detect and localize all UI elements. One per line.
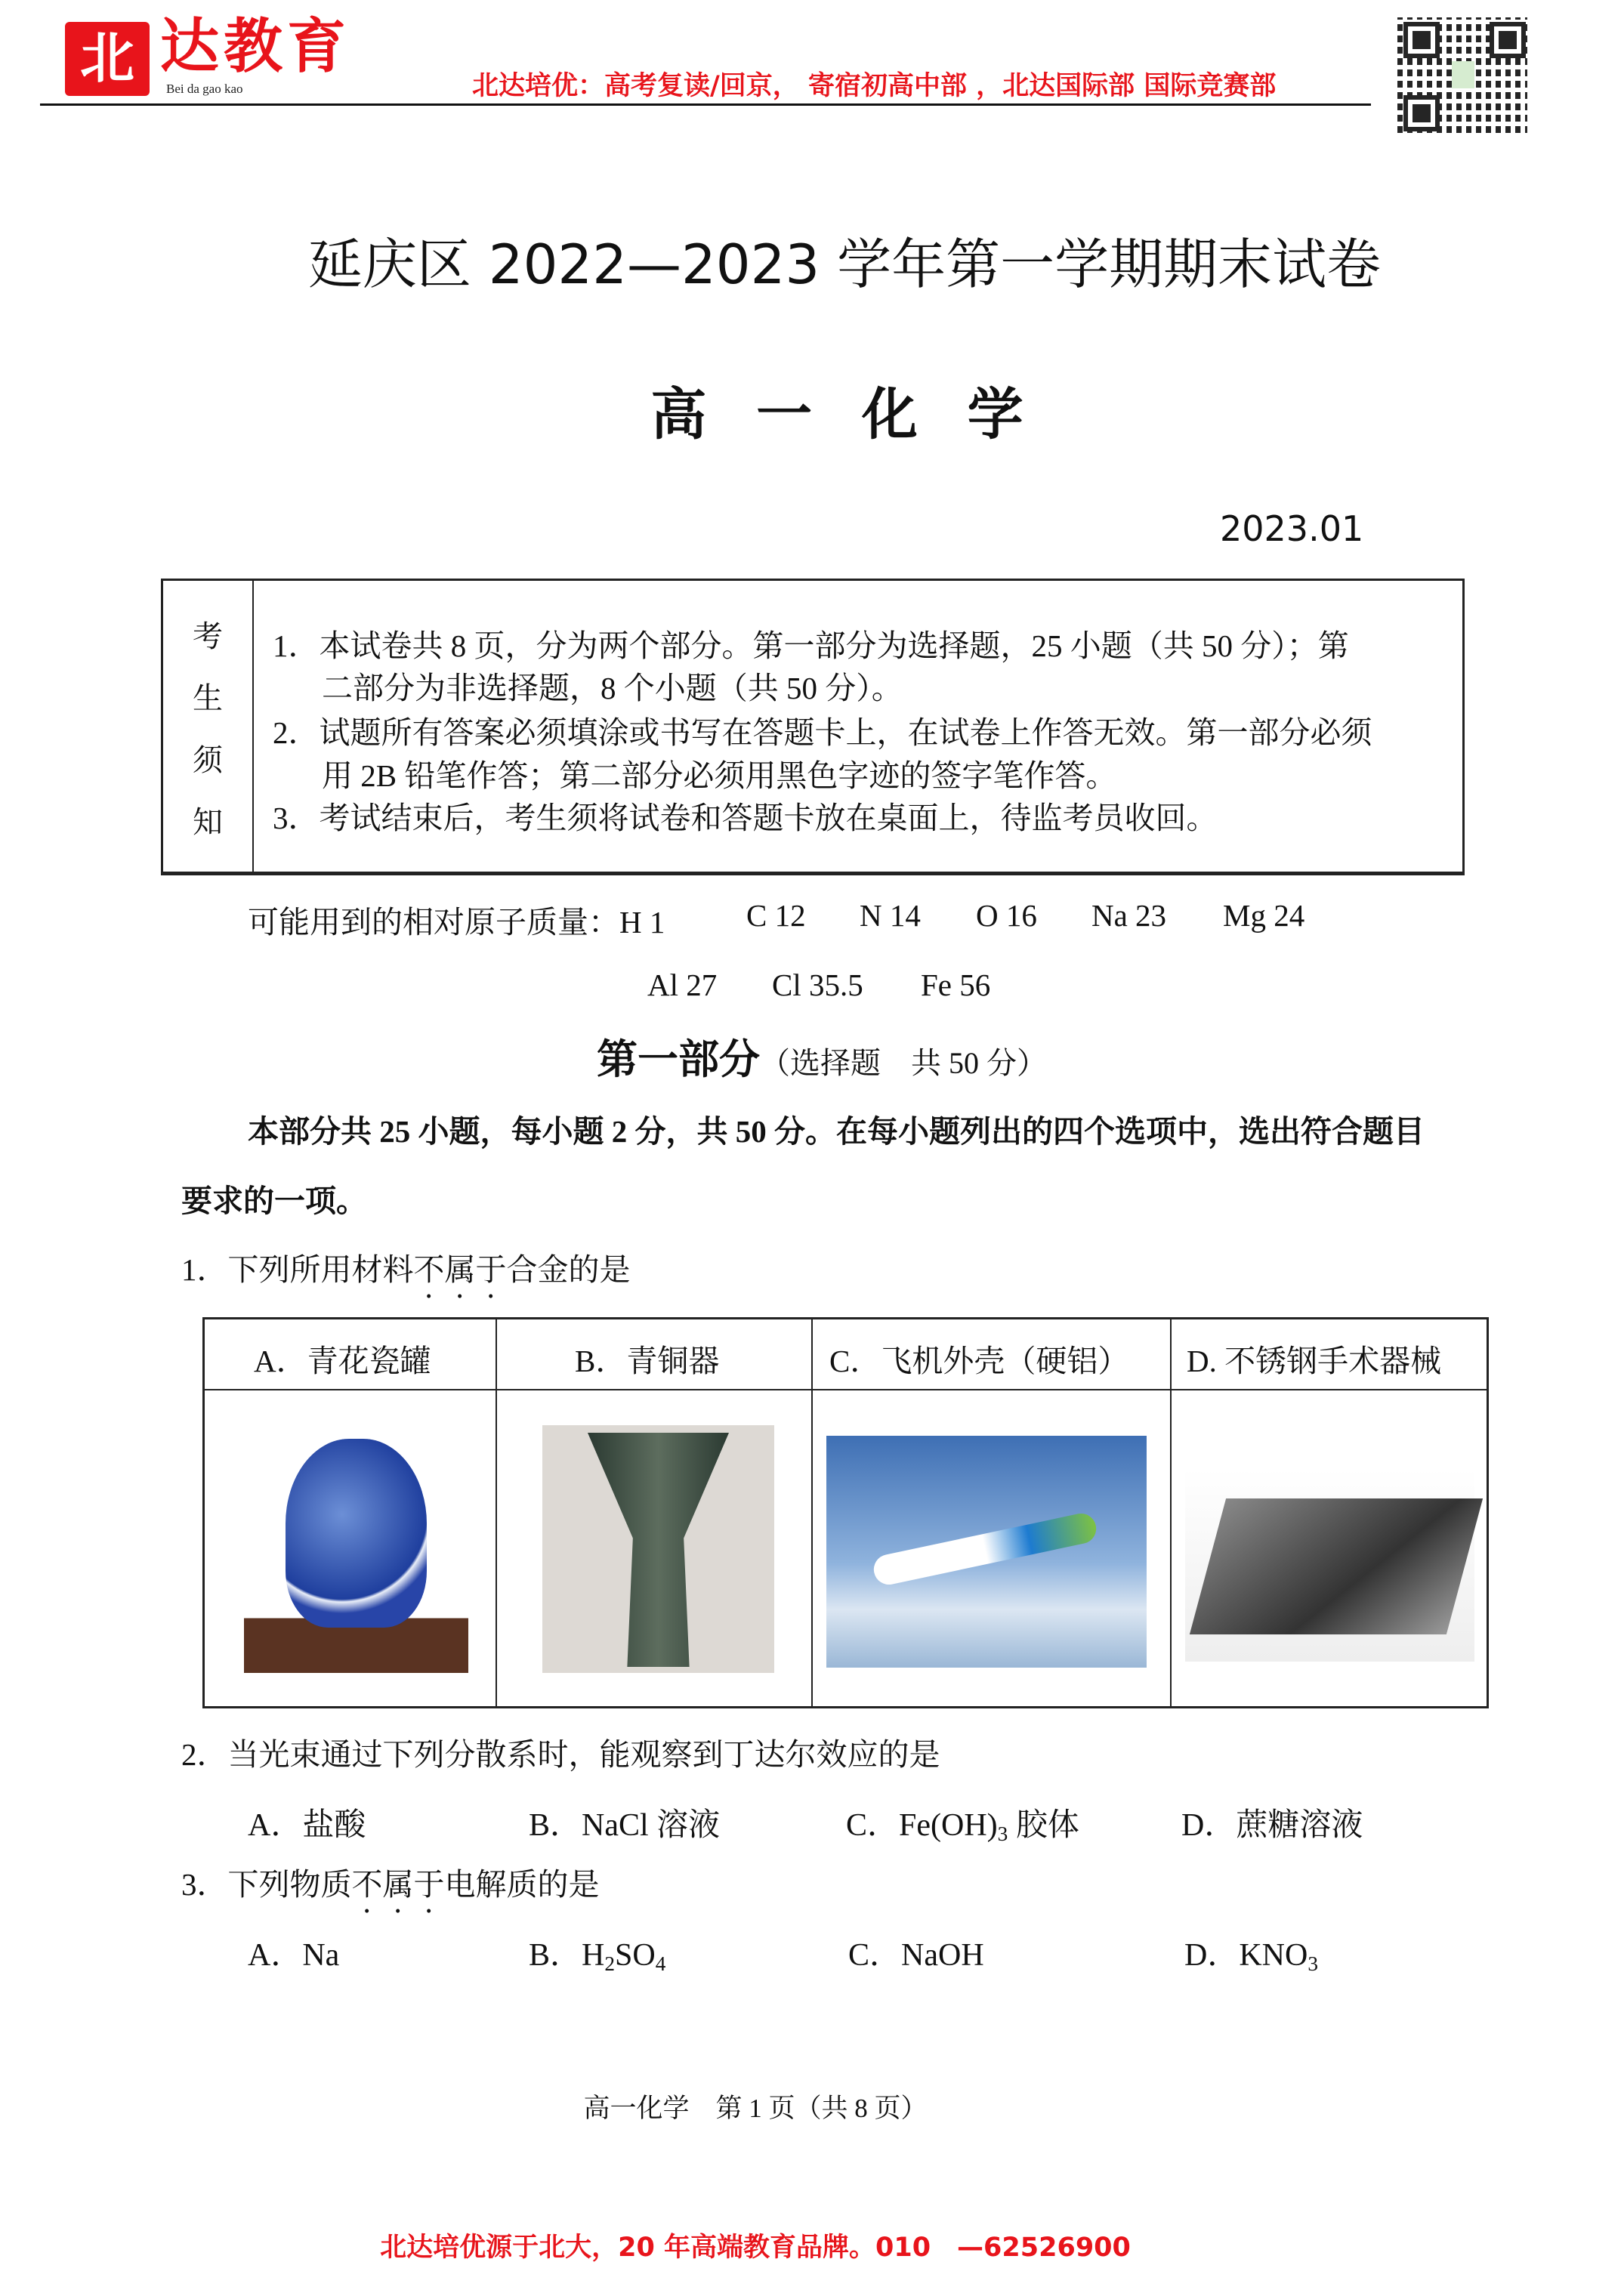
atomic-mass-label: 可能用到的相对原子质量： (248, 905, 619, 940)
exam-notice-box (161, 579, 1465, 875)
logo-text: 达教育 (160, 14, 351, 79)
question-2: 2．当光束通过下列分散系时，能观察到丁达尔效应的是 (181, 1737, 940, 1772)
option-c-label: C．飞机外壳（硬铝） (829, 1344, 1129, 1378)
notice-label-char: 知 (193, 805, 223, 839)
bronze-vessel-image (542, 1425, 774, 1673)
q2-option-c (846, 1800, 1079, 1846)
porcelain-jar-image (244, 1424, 468, 1673)
text: D．KNO (1184, 1938, 1308, 1973)
atomic-mass: H 1 (619, 905, 665, 940)
emphasis-text: 不属于 (413, 1252, 507, 1287)
q2-option-b: B．NaCl 溶液 (529, 1808, 721, 1843)
atomic-mass: Cl 35.5 (772, 968, 863, 1002)
section-instruction: 本部分共 25 小题，每小题 2 分，共 50 分。在每小题列出的四个选项中，选出符合题目 (248, 1114, 1425, 1149)
section-title: 第一部分 (597, 1035, 760, 1083)
header-slogan: 北达培优：高考复读/回京， 寄宿初高中部 ，北达国际部 国际竞赛部 (472, 71, 1277, 101)
logo-mark: 北 (65, 22, 150, 96)
notice-label-char: 生 (193, 681, 223, 715)
airplane-image (826, 1436, 1147, 1668)
q3-option-b (529, 1930, 665, 1976)
exam-date: 2023.01 (1220, 508, 1364, 549)
question-text: 1．下列所用材料 (181, 1252, 414, 1287)
section-instruction: 要求的一项。 (181, 1184, 367, 1218)
notice-label-char: 须 (193, 743, 223, 777)
emphasis-text: 不属于 (351, 1867, 445, 1902)
q3-option-a: A．Na (248, 1938, 340, 1973)
atomic-mass: Fe 56 (921, 968, 991, 1002)
subscript: 3 (997, 1822, 1008, 1845)
header-divider (40, 103, 1371, 106)
atomic-mass: N 14 (860, 898, 921, 933)
subject-title: 高 一 化 学 (650, 382, 1039, 447)
qr-code-icon (1397, 17, 1527, 133)
subscript: 2 (604, 1952, 616, 1975)
q1-options-table (202, 1317, 1489, 1708)
text: B．H (529, 1938, 605, 1973)
atomic-mass: Al 27 (647, 968, 718, 1002)
option-d-label: D. 不锈钢手术器械 (1187, 1344, 1442, 1378)
atomic-mass: Mg 24 (1223, 898, 1305, 933)
question-text: 电解质的是 (444, 1867, 600, 1902)
q3-option-d (1184, 1930, 1318, 1976)
q3-option-c: C．NaOH (848, 1938, 984, 1973)
notice-line: 2．试题所有答案必须填涂或书写在答题卡上，在试卷上作答无效。第一部分必须 (273, 715, 1372, 750)
question-text: 合金的是 (506, 1252, 631, 1287)
question-3 (181, 1859, 600, 1920)
atomic-mass: Na 23 (1091, 898, 1167, 933)
text: SO (615, 1938, 656, 1973)
text: 胶体 (1008, 1808, 1079, 1843)
surgical-tray-image (1185, 1468, 1474, 1662)
atomic-mass: O 16 (976, 898, 1037, 933)
atomic-mass-line (248, 897, 665, 942)
q2-option-d: D．蔗糖溶液 (1181, 1808, 1363, 1843)
option-b-label: B．青铜器 (575, 1344, 720, 1378)
text: C．Fe(OH) (846, 1808, 998, 1843)
notice-label (163, 581, 254, 872)
notice-line: 二部分为非选择题，8 个小题（共 50 分）。 (322, 671, 903, 705)
q2-option-a: A．盐酸 (248, 1808, 366, 1843)
notice-label-char: 考 (193, 619, 223, 653)
subscript: 4 (655, 1952, 666, 1975)
notice-line: 1．本试卷共 8 页，分为两个部分。第一部分为选择题，25 小题（共 50 分）；第 (273, 628, 1349, 663)
section-note: （选择题 共 50 分） (760, 1046, 1047, 1080)
page-footer: 高一化学 第 1 页（共 8 页） (583, 2094, 928, 2123)
question-1 (181, 1245, 631, 1305)
ad-footer: 北达培优源于北大，20 年高端教育品牌。010 —62526900 (380, 2233, 1131, 2263)
exam-title: 延庆区 2022—2023 学年第一学期期末试卷 (307, 233, 1382, 296)
notice-line: 3．考试结束后，考生须将试卷和答题卡放在桌面上，待监考员收回。 (273, 801, 1218, 835)
question-text: 3．下列物质 (181, 1867, 352, 1902)
notice-line: 用 2B 铅笔作答；第二部分必须用黑色字迹的签字笔作答。 (322, 758, 1117, 793)
atomic-mass: C 12 (746, 898, 806, 933)
section-heading (597, 1027, 1047, 1085)
option-a-label: A．青花瓷罐 (254, 1344, 431, 1378)
logo-subtitle: Bei da gao kao (166, 82, 243, 96)
subscript: 3 (1308, 1952, 1318, 1975)
